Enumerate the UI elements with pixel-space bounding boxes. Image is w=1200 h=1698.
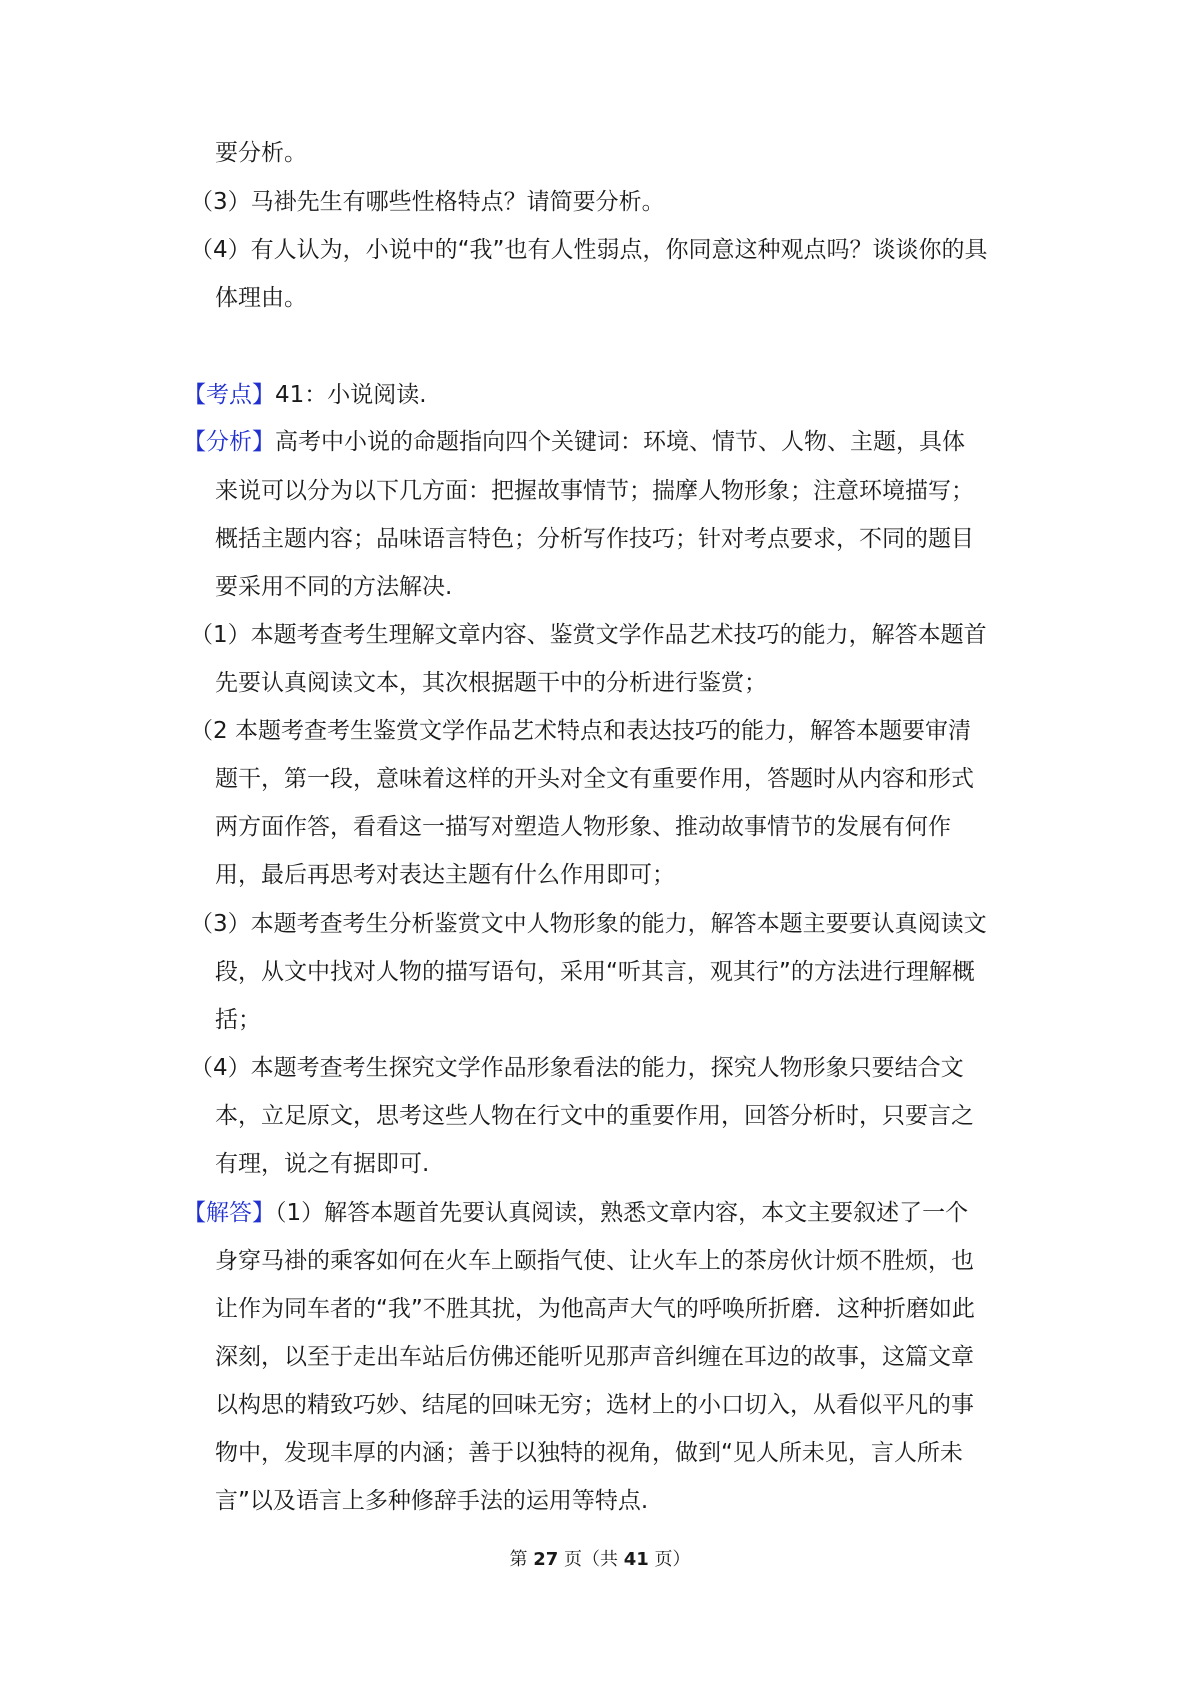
fenxi-point1-line2: 先要认真阅读文本，其次根据题干中的分析进行鉴赏；: [215, 670, 767, 696]
jieda-line6: 物中，发现丰厚的内涵；善于以独特的视角，做到“见人所未见，言人所未: [215, 1440, 963, 1466]
question-4-line1: （4）有人认为，小说中的“我”也有人性弱点，你同意这种观点吗？谈谈你的具: [190, 237, 988, 263]
question-continuation: 要分析。: [215, 140, 307, 166]
footer-page: 27: [533, 1549, 559, 1570]
fenxi-point3-line2: 段，从文中找对人物的描写语句，采用“听其言，观其行”的方法进行理解概: [215, 959, 975, 985]
question-3: （3）马褂先生有哪些性格特点？请简要分析。: [190, 189, 665, 215]
jieda-line2: 身穿马褂的乘客如何在火车上颐指气使、让火车上的茶房伙计烦不胜烦，也: [215, 1248, 974, 1274]
kaodian-section: [183, 380, 427, 410]
fenxi-text-1: 高考中小说的命题指向四个关键词：环境、情节、人物、主题，具体: [275, 429, 965, 455]
fenxi-line4: 要采用不同的方法解决.: [215, 574, 453, 600]
jieda-text-1: （1）解答本题首先要认真阅读，熟悉文章内容，本文主要叙述了一个: [275, 1200, 969, 1226]
fenxi-point2-line1: （2 本题考查考生鉴赏文学作品艺术特点和表达技巧的能力，解答本题要审清: [190, 718, 971, 744]
footer-suffix: 页）: [648, 1549, 691, 1570]
fenxi-point4-line3: 有理，说之有据即可.: [215, 1151, 430, 1177]
fenxi-point3-line3: 括；: [215, 1007, 261, 1033]
fenxi-line2: 来说可以分为以下几方面：把握故事情节；揣摩人物形象；注意环境描写；: [215, 478, 974, 504]
footer-total: 41: [623, 1549, 649, 1570]
fenxi-line1: [183, 427, 965, 457]
fenxi-point4-line1: （4）本题考查考生探究文学作品形象看法的能力，探究人物形象只要结合文: [190, 1055, 964, 1081]
fenxi-point2-line3: 两方面作答，看看这一描写对塑造人物形象、推动故事情节的发展有何作: [215, 814, 951, 840]
footer-prefix: 第: [509, 1549, 534, 1570]
fenxi-line3: 概括主题内容；品味语言特色；分析写作技巧；针对考点要求，不同的题目: [215, 526, 974, 552]
fenxi-point3-line1: （3）本题考查考生分析鉴赏文中人物形象的能力，解答本题主要要认真阅读文: [190, 911, 987, 937]
footer-mid: 页（共: [558, 1549, 624, 1570]
fenxi-point4-line2: 本，立足原文，思考这些人物在行文中的重要作用，回答分析时，只要言之: [215, 1103, 974, 1129]
kaodian-text: 41：小说阅读.: [275, 382, 427, 408]
jieda-line7: 言”以及语言上多种修辞手法的运用等特点.: [215, 1488, 649, 1514]
fenxi-label: 【分析】: [183, 429, 275, 455]
fenxi-point2-line2: 题干，第一段，意味着这样的开头对全文有重要作用，答题时从内容和形式: [215, 766, 974, 792]
jieda-line4: 深刻，以至于走出车站后仿佛还能听见那声音纠缠在耳边的故事，这篇文章: [215, 1344, 974, 1370]
fenxi-point1-line1: （1）本题考查考生理解文章内容、鉴赏文学作品艺术技巧的能力，解答本题首: [190, 622, 987, 648]
page-number-footer: [0, 1548, 1200, 1572]
kaodian-label: 【考点】: [183, 382, 275, 408]
question-4-line2: 体理由。: [215, 285, 307, 311]
jieda-label: 【解答】: [183, 1200, 275, 1226]
jieda-line3: 让作为同车者的“我”不胜其扰，为他高声大气的呼唤所折磨．这种折磨如此: [215, 1296, 975, 1322]
jieda-line1: [183, 1198, 968, 1228]
fenxi-point2-line4: 用，最后再思考对表达主题有什么作用即可；: [215, 862, 675, 888]
jieda-line5: 以构思的精致巧妙、结尾的回味无穷；选材上的小口切入，从看似平凡的事: [215, 1392, 974, 1418]
